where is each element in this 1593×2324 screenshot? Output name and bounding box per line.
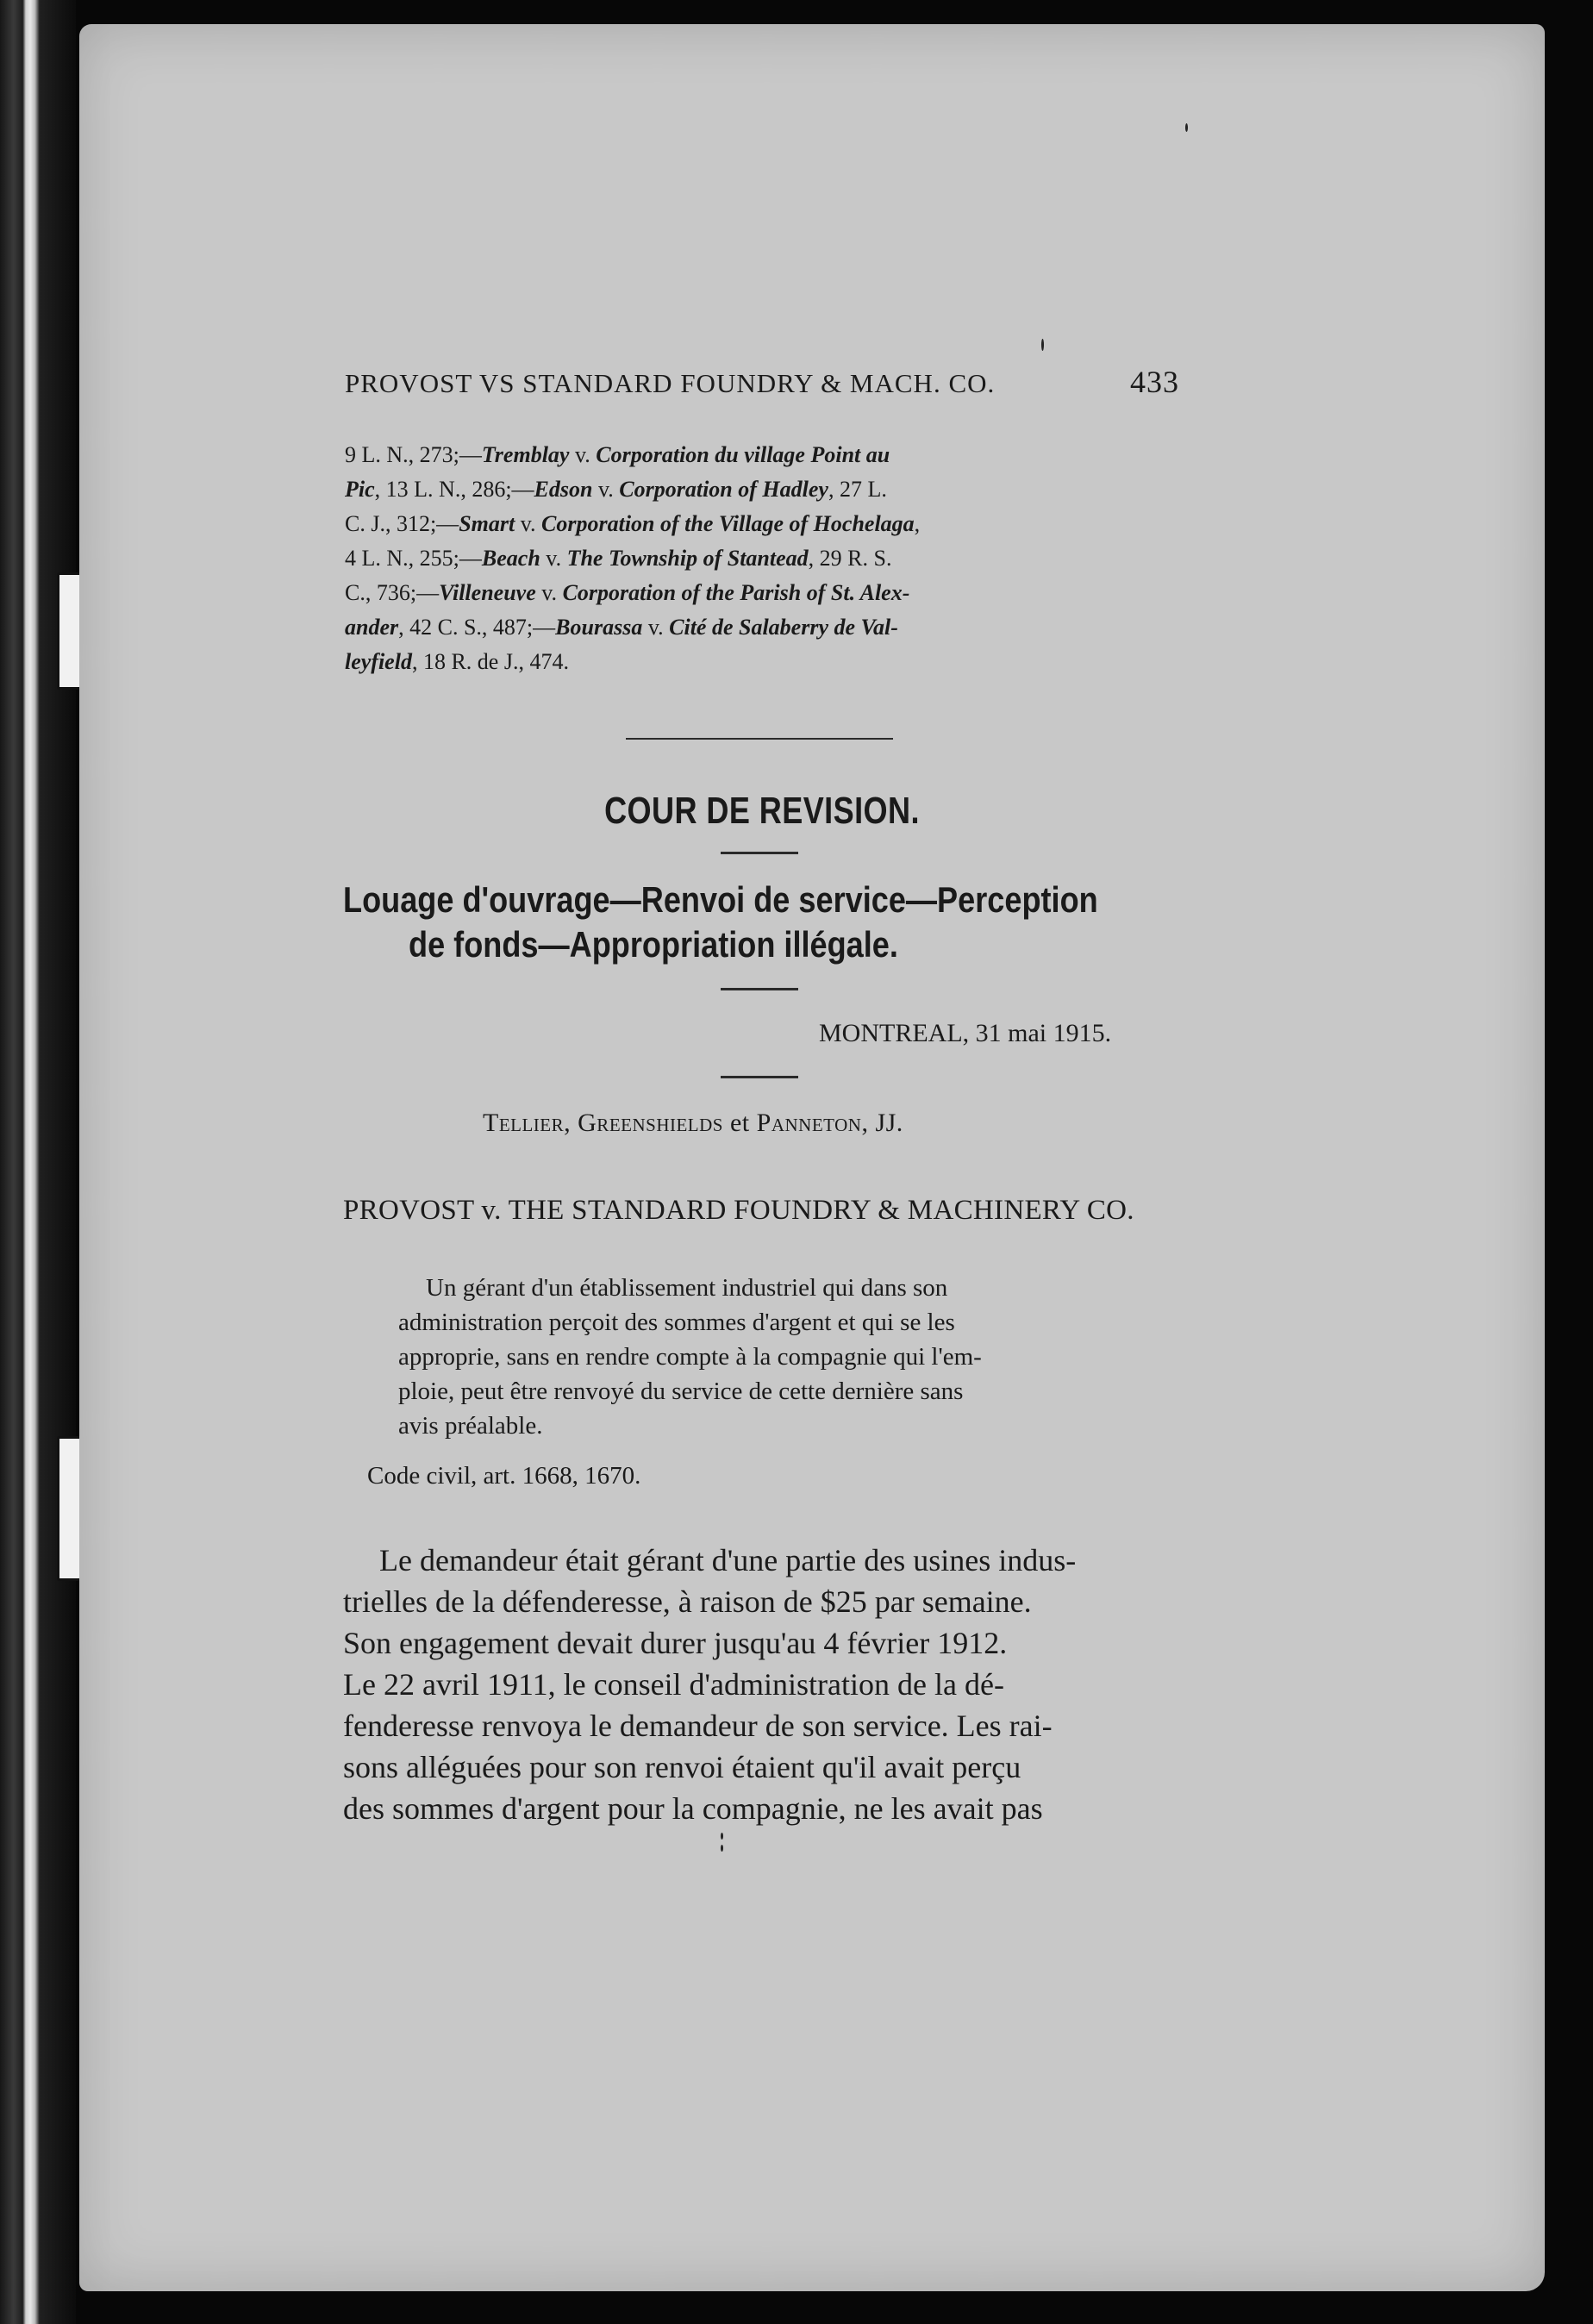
body-line: Le 22 avril 1911, le conseil d'administration de la dé- — [343, 1667, 1004, 1702]
citation-line: C., 736;—Villeneuve v. Corporation of the Parish of St. Alex- — [345, 580, 910, 605]
running-head — [345, 364, 1179, 400]
citation-line: ander, 42 C. S., 487;—Bourassa v. Cité de Salaberry de Val- — [345, 615, 898, 640]
court-heading: COUR DE REVISION. — [604, 790, 920, 832]
body-line: trielles de la défenderesse, à raison de $25 par semaine. — [343, 1584, 1032, 1619]
book-spine — [0, 0, 76, 2324]
citation-line: leyfield, 18 R. de J., 474. — [345, 649, 569, 674]
parties-line: PROVOST v. THE STANDARD FOUNDRY & MACHINERY CO. — [343, 1195, 1134, 1226]
summary-line: administration perçoit des sommes d'argent et qui se les — [398, 1309, 955, 1336]
citation-line: 9 L. N., 273;—Tremblay v. Corporation du village Point au — [345, 442, 890, 467]
citation-line: Pic, 13 L. N., 286;—Edson v. Corporation of Hadley, 27 L. — [345, 477, 887, 502]
page-number: 433 — [1130, 365, 1179, 399]
speck — [1185, 123, 1188, 132]
subject-line: de fonds—Appropriation illégale. — [409, 924, 898, 965]
judge-name: Tellier — [483, 1109, 565, 1137]
divider — [721, 852, 798, 854]
judge-name: Greenshields — [578, 1109, 723, 1137]
summary-line: ploie, peut être renvoyé du service de cette dernière sans — [398, 1378, 964, 1405]
summary-line: Un gérant d'un établissement industriel qui dans son — [426, 1274, 948, 1302]
speck — [1041, 339, 1044, 351]
summary-line: approprie, sans en rendre compte à la compagnie qui l'em- — [398, 1343, 982, 1371]
running-title: PROVOST VS STANDARD FOUNDRY & MACH. CO. — [345, 368, 996, 398]
body-line: des sommes d'argent pour la compagnie, ne les avait pas — [343, 1791, 1043, 1826]
citation-line: C. J., 312;—Smart v. Corporation of the Village of Hochelaga, — [345, 511, 921, 536]
speck — [721, 1833, 723, 1840]
body-line: sons alléguées pour son renvoi étaient qu'il avait perçu — [343, 1750, 1021, 1784]
divider — [721, 1076, 798, 1078]
body-line: fenderesse renvoya le demandeur de son service. Les rai- — [343, 1709, 1053, 1743]
summary-line: avis préalable. — [398, 1412, 543, 1440]
code-reference: Code civil, art. 1668, 1670. — [367, 1462, 641, 1490]
citation-line: 4 L. N., 255;—Beach v. The Township of Stantead, 29 R. S. — [345, 546, 892, 571]
body-line: Son engagement devait durer jusqu'au 4 février 1912. — [343, 1626, 1008, 1660]
subject-line: Louage d'ouvrage—Renvoi de service—Perception — [343, 879, 1098, 920]
place-date: MONTREAL, 31 mai 1915. — [819, 1019, 1112, 1047]
judge-name: Panneton — [756, 1109, 862, 1137]
speck — [721, 1845, 723, 1852]
section-divider — [626, 738, 893, 740]
body-line: Le demandeur était gérant d'une partie des usines indus- — [379, 1543, 1077, 1577]
divider — [721, 988, 798, 990]
judges-line: Tellier, Greenshields et Panneton, JJ. — [483, 1109, 903, 1137]
